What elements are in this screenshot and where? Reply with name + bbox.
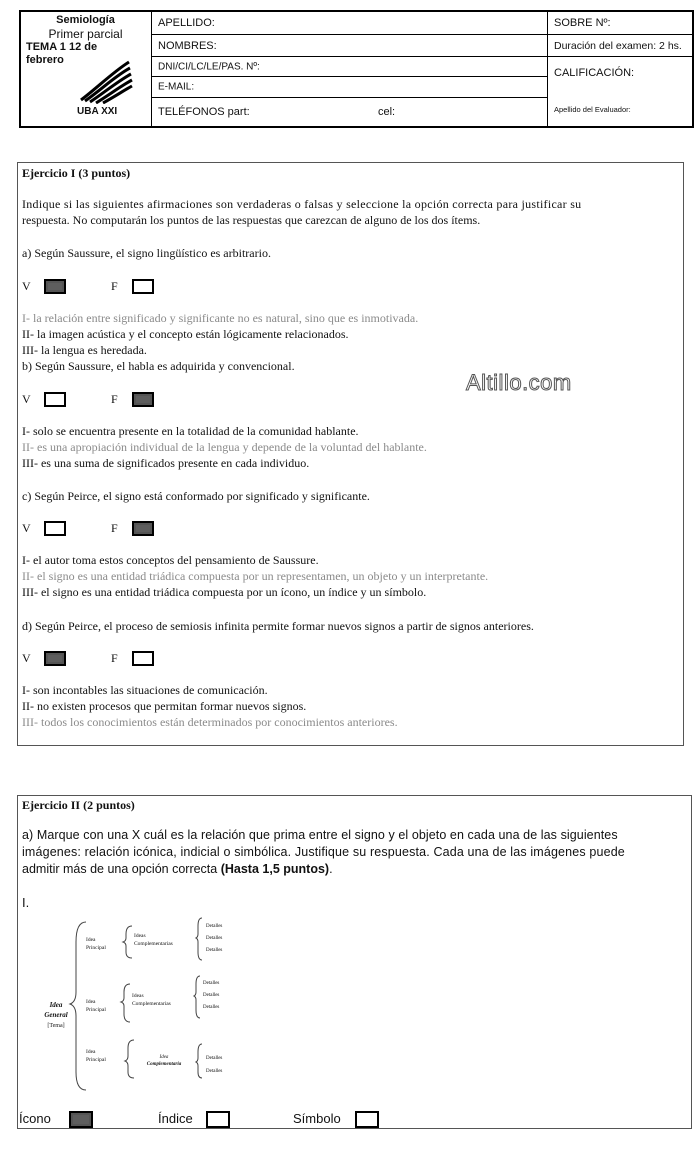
ejercicio-2-instructions-2: imágenes: relación icónica, indicial o simbólica. Justifique su respuesta. Cada una de las imágenes puede xyxy=(22,845,625,859)
telefonos-field[interactable]: TELÉFONOS part: cel: xyxy=(158,106,396,118)
option-b-2: II- es una apropiación individual de la lengua y depende de la voluntad del hablante. xyxy=(22,440,427,454)
image-number: I. xyxy=(22,895,30,910)
watermark: Altillo.com xyxy=(466,370,572,395)
header-course-cell xyxy=(21,12,152,126)
false-label: F xyxy=(111,521,118,535)
true-checkbox-c[interactable] xyxy=(44,521,66,536)
false-checkbox-d[interactable] xyxy=(132,651,154,666)
question-b: b) Según Saussure, el habla es adquirida y convencional. xyxy=(22,359,295,373)
calificacion-label: CALIFICACIÓN: xyxy=(554,67,635,79)
question-c: c) Según Peirce, el signo está conformado por significado y significante. xyxy=(22,489,370,503)
ideas-complementarias-node: Ideas Complementarias xyxy=(132,993,171,1007)
sobre-field: SOBRE Nº: xyxy=(548,12,692,35)
false-label: F xyxy=(111,651,118,665)
false-checkbox-a[interactable] xyxy=(132,279,154,294)
idea-general-node: Idea General [Tema] xyxy=(44,1001,68,1029)
false-checkbox-c[interactable] xyxy=(132,521,154,536)
evaluador-label: Apellido del Evaluador: xyxy=(554,105,631,114)
icono-checkbox[interactable] xyxy=(69,1111,93,1128)
false-label: F xyxy=(111,392,118,406)
ejercicio-2-title: Ejercicio II (2 puntos) xyxy=(22,798,135,812)
cel-label: cel: xyxy=(378,106,396,118)
ejercicio-1-title: Ejercicio I (3 puntos) xyxy=(22,166,131,180)
option-c-2: II- el signo es una entidad triádica compuesta por un representamen, un objeto y un interpretante. xyxy=(22,569,489,583)
question-a: a) Según Saussure, el signo lingüístico es arbitrario. xyxy=(22,246,271,260)
true-checkbox-b[interactable] xyxy=(44,392,66,407)
exam-name: Primer parcial xyxy=(48,27,123,41)
dni-field[interactable]: DNI/CI/LC/LE/PAS. Nº: xyxy=(152,57,547,77)
option-a-3: III- la lengua es heredada. xyxy=(22,343,147,357)
idea-principal-node: Idea Principal xyxy=(86,999,106,1013)
ejercicio-2-instructions-3: admitir más de una opción correcta (Hasta 1,5 puntos). xyxy=(22,862,333,876)
email-field[interactable]: E-MAIL: xyxy=(152,77,547,98)
icono-label: Ícono xyxy=(19,1111,51,1126)
header-admin-cell xyxy=(548,12,692,126)
ideas-complementarias-node: Ideas Complementarias xyxy=(134,933,173,947)
simbolo-checkbox[interactable] xyxy=(355,1111,379,1128)
option-a-1: I- la relación entre significado y significante no es natural, sino que es inmotivada. xyxy=(22,311,419,325)
ejercicio-1-instructions-2: respuesta. No computarán los puntos de las respuestas que carezcan de alguno de los dos ítems. xyxy=(22,213,481,227)
indice-label: Índice xyxy=(158,1111,193,1126)
exam-tema: TEMA 1 12 de febrero xyxy=(26,41,98,66)
detalles-group: Detalles Detalles xyxy=(206,1056,223,1074)
duracion-field: Duración del examen: 2 hs. xyxy=(548,35,692,57)
uba-logo-icon xyxy=(77,58,133,104)
question-d: d) Según Peirce, el proceso de semiosis infinita permite formar nuevos signos a partir de signos anteriores. xyxy=(22,619,534,633)
option-d-1: I- son incontables las situaciones de comunicación. xyxy=(22,683,268,697)
option-a-2: II- la imagen acústica y el concepto están lógicamente relacionados. xyxy=(22,327,349,341)
indice-checkbox[interactable] xyxy=(206,1111,230,1128)
concept-map-image xyxy=(30,912,230,1094)
header-student-cell xyxy=(152,12,548,126)
true-checkbox-d[interactable] xyxy=(44,651,66,666)
apellido-field[interactable]: APELLIDO: xyxy=(152,12,547,35)
option-d-2: II- no existen procesos que permitan formar nuevos signos. xyxy=(22,699,307,713)
true-label: V xyxy=(22,521,31,535)
false-checkbox-b[interactable] xyxy=(132,392,154,407)
option-c-1: I- el autor toma estos conceptos del pensamiento de Saussure. xyxy=(22,553,319,567)
idea-principal-node: Idea Principal xyxy=(86,937,106,951)
points-note: (Hasta 1,5 puntos) xyxy=(220,862,330,876)
option-b-1: I- solo se encuentra presente en la totalidad de la comunidad hablante. xyxy=(22,424,359,438)
idea-complementaria-node: Idea Complementaria xyxy=(146,1055,182,1067)
false-label: F xyxy=(111,279,118,293)
nombres-field[interactable]: NOMBRES: xyxy=(152,35,547,57)
true-label: V xyxy=(22,392,31,406)
course-name: Semiología xyxy=(56,14,115,26)
detalles-group: Detalles Detalles Detalles xyxy=(206,924,223,953)
idea-principal-node: Idea Principal xyxy=(86,1049,106,1063)
true-label: V xyxy=(22,279,31,293)
exam-header xyxy=(19,10,694,128)
ejercicio-1-instructions: Indique si las siguientes afirmaciones son verdaderas o falsas y seleccione la opción correcta para justificar su xyxy=(22,197,582,211)
option-b-3: III- es una suma de significados presente en cada individuo. xyxy=(22,456,310,470)
simbolo-label: Símbolo xyxy=(293,1111,341,1126)
option-c-3: III- el signo es una entidad triádica compuesta por un ícono, un índice y un símbolo. xyxy=(22,585,427,599)
true-label: V xyxy=(22,651,31,665)
option-d-3: III- todos los conocimientos están determinados por conocimientos anteriores. xyxy=(22,715,398,729)
logo-text: UBA XXI xyxy=(77,106,118,117)
ejercicio-2-instructions: a) Marque con una X cuál es la relación que prima entre el signo y el objeto en cada una de las siguientes xyxy=(22,828,618,842)
detalles-group: Detalles Detalles Detalles xyxy=(203,981,220,1010)
true-checkbox-a[interactable] xyxy=(44,279,66,294)
